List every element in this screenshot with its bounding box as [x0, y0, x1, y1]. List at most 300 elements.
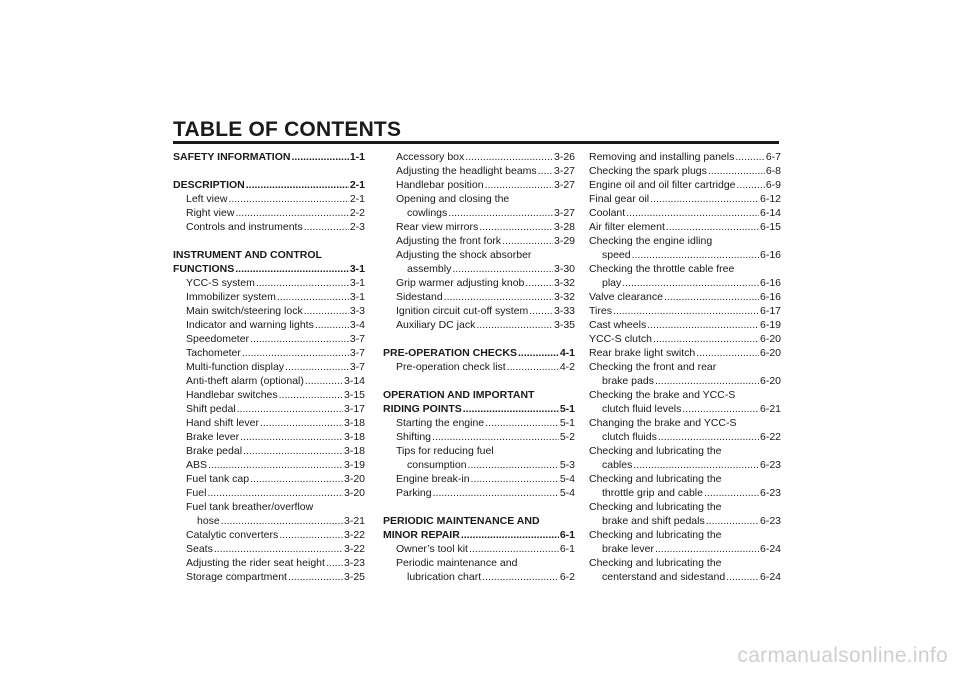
- toc-entry-title: Rear view mirrors: [396, 221, 479, 233]
- toc-page-number: 1-1: [349, 151, 365, 163]
- toc-entry: [173, 430, 365, 444]
- toc-page-number: 3-30: [553, 263, 575, 275]
- toc-page-number: 5-1: [559, 417, 575, 429]
- toc-page-number: 3-1: [349, 277, 365, 289]
- toc-entry-title: centerstand and sidestand: [602, 571, 726, 583]
- toc-entry: [173, 570, 365, 584]
- toc-entry: [383, 178, 575, 192]
- toc-page-number: 3-14: [343, 375, 365, 387]
- toc-entry: [173, 206, 365, 220]
- toc-entry: [383, 486, 575, 500]
- toc-entry-title: Valve clearance: [589, 291, 663, 303]
- toc-entry-title: ABS: [186, 459, 208, 471]
- toc-entry: [383, 416, 575, 430]
- toc-page-number: 5-2: [559, 431, 575, 443]
- toc-entry-title: Checking the brake and YCC-S: [589, 389, 736, 401]
- toc-entry: [173, 346, 365, 360]
- toc-section-heading: [383, 528, 575, 542]
- toc-entry-title: Checking and lubricating the: [589, 473, 722, 485]
- toc-section-heading: [383, 402, 575, 416]
- dot-leader: [706, 514, 759, 528]
- toc-section-heading: [383, 388, 575, 402]
- dot-leader: [288, 570, 343, 584]
- toc-entry-title: cables: [602, 459, 633, 471]
- toc-entry: [589, 262, 781, 276]
- toc-entry: [173, 542, 365, 556]
- toc-entry-title: SAFETY INFORMATION: [173, 151, 291, 163]
- toc-page-number: 3-1: [349, 263, 365, 275]
- toc-page-number: 6-24: [759, 543, 781, 555]
- toc-entry-title: RIDING POINTS: [383, 403, 462, 415]
- dot-leader: [235, 206, 348, 220]
- toc-page-number: 3-35: [553, 319, 575, 331]
- dot-leader: [632, 248, 759, 262]
- dot-leader: [235, 262, 349, 276]
- dot-leader: [256, 276, 349, 290]
- dot-leader: [214, 542, 343, 556]
- toc-page-number: 3-28: [553, 221, 575, 233]
- dot-leader: [433, 486, 559, 500]
- dot-leader: [735, 150, 764, 164]
- toc-entry: [589, 164, 781, 178]
- toc-entry: [383, 458, 575, 472]
- toc-entry-title: DESCRIPTION: [173, 179, 245, 191]
- page-title: TABLE OF CONTENTS: [173, 118, 402, 141]
- toc-entry-title: Air filter element: [589, 221, 665, 233]
- dot-leader: [476, 318, 553, 332]
- dot-leader: [482, 570, 559, 584]
- toc-section-heading: [173, 248, 365, 262]
- toc-page-number: 3-15: [343, 389, 365, 401]
- toc-entry-title: Storage compartment: [186, 571, 287, 583]
- toc-entry-title: Shift pedal: [186, 403, 236, 415]
- toc-page-number: 5-4: [559, 473, 575, 485]
- toc-page-number: 6-8: [765, 165, 781, 177]
- toc-page-number: 3-32: [553, 277, 575, 289]
- toc-page-number: 3-20: [343, 473, 365, 485]
- toc-page-number: 3-20: [343, 487, 365, 499]
- toc-page-number: 3-7: [349, 361, 365, 373]
- toc-entry: [173, 192, 365, 206]
- toc-page-number: 6-21: [759, 403, 781, 415]
- dot-leader: [647, 318, 759, 332]
- toc-entry-title: Tips for reducing fuel: [396, 445, 494, 457]
- dot-leader: [655, 374, 759, 388]
- toc-page-number: 6-20: [759, 347, 781, 359]
- toc-entry: [383, 220, 575, 234]
- toc-entry: [383, 472, 575, 486]
- toc-entry: [383, 570, 575, 584]
- toc-entry: [383, 304, 575, 318]
- toc-entry: [173, 304, 365, 318]
- toc-entry-title: Catalytic converters: [186, 529, 279, 541]
- toc-entry-title: Removing and installing panels: [589, 151, 735, 163]
- toc-entry-title: Owner’s tool kit: [396, 543, 468, 555]
- toc-page-number: 6-1: [559, 543, 575, 555]
- toc-entry-title: Periodic maintenance and: [396, 557, 518, 569]
- toc-entry-title: Multi-function display: [186, 361, 285, 373]
- toc-entry: [589, 304, 781, 318]
- toc-entry-title: play: [602, 277, 622, 289]
- dot-leader: [682, 402, 759, 416]
- toc-section-heading: [173, 262, 365, 276]
- toc-entry: [589, 416, 781, 430]
- toc-page-number: 6-23: [759, 515, 781, 527]
- toc-entry: [589, 150, 781, 164]
- dot-leader: [518, 346, 559, 360]
- toc-entry-title: Hand shift lever: [186, 417, 259, 429]
- section-gap: [383, 500, 575, 514]
- toc-page-number: 3-27: [553, 179, 575, 191]
- toc-entry-title: Indicator and warning lights: [186, 319, 314, 331]
- toc-entry-title: Anti-theft alarm (optional): [186, 375, 304, 387]
- toc-entry-title: Coolant: [589, 207, 626, 219]
- toc-page-number: 6-20: [759, 333, 781, 345]
- toc-entry: [173, 500, 365, 514]
- toc-entry-title: Adjusting the rider seat height: [186, 557, 325, 569]
- toc-entry-title: speed: [602, 249, 631, 261]
- toc-entry: [589, 458, 781, 472]
- toc-entry-title: Checking the spark plugs: [589, 165, 707, 177]
- toc-entry: [589, 206, 781, 220]
- toc-entry: [383, 262, 575, 276]
- toc-entry: [383, 290, 575, 304]
- toc-entry-title: Handlebar position: [396, 179, 484, 191]
- toc-page-number: 5-1: [559, 403, 575, 415]
- toc-page-number: 4-1: [559, 347, 575, 359]
- toc-entry-title: Main switch/steering lock: [186, 305, 303, 317]
- toc-entry-title: Handlebar switches: [186, 389, 278, 401]
- toc-page-number: 6-22: [759, 431, 781, 443]
- toc-entry: [173, 374, 365, 388]
- dot-leader: [471, 472, 559, 486]
- dot-leader: [626, 206, 759, 220]
- toc-page-number: 3-18: [343, 417, 365, 429]
- toc-page-number: 3-3: [349, 305, 365, 317]
- toc-page-number: 6-14: [759, 207, 781, 219]
- toc-entry-title: Checking the front and rear: [589, 361, 717, 373]
- dot-leader: [469, 542, 559, 556]
- dot-leader: [207, 486, 343, 500]
- toc-entry-title: Fuel tank breather/overflow: [186, 501, 314, 513]
- dot-leader: [737, 178, 765, 192]
- toc-entry: [589, 220, 781, 234]
- toc-entry-title: throttle grip and cable: [602, 487, 703, 499]
- toc-entry: [383, 430, 575, 444]
- toc-entry-title: MINOR REPAIR: [383, 529, 460, 541]
- dot-leader: [468, 458, 559, 472]
- dot-leader: [633, 458, 759, 472]
- toc-page-number: 3-21: [343, 515, 365, 527]
- dot-leader: [304, 304, 349, 318]
- section-gap: [173, 164, 365, 178]
- toc-entry-title: lubrication chart: [407, 571, 482, 583]
- toc-entry: [383, 556, 575, 570]
- toc-page-number: 3-7: [349, 347, 365, 359]
- toc-entry-title: brake pads: [602, 375, 654, 387]
- toc-entry: [589, 388, 781, 402]
- toc-page-number: 3-7: [349, 333, 365, 345]
- section-gap: [173, 234, 365, 248]
- toc-entry: [589, 318, 781, 332]
- toc-entry: [383, 542, 575, 556]
- dot-leader: [237, 402, 343, 416]
- toc-column-3: [589, 150, 781, 584]
- dot-leader: [277, 290, 349, 304]
- toc-entry-title: Ignition circuit cut-off system: [396, 305, 529, 317]
- dot-leader: [279, 528, 343, 542]
- toc-page-number: 3-22: [343, 543, 365, 555]
- dot-leader: [479, 220, 553, 234]
- toc-entry: [383, 206, 575, 220]
- dot-leader: [260, 416, 343, 430]
- toc-entry: [173, 514, 365, 528]
- toc-page-number: 6-2: [559, 571, 575, 583]
- toc-entry-title: brake lever: [602, 543, 654, 555]
- toc-entry-title: Checking and lubricating the: [589, 501, 722, 513]
- toc-entry: [383, 150, 575, 164]
- toc-entry: [589, 402, 781, 416]
- toc-entry-title: consumption: [407, 459, 467, 471]
- toc-section-heading: [383, 346, 575, 360]
- toc-entry-title: Starting the engine: [396, 417, 485, 429]
- toc-page-number: 2-2: [349, 207, 365, 219]
- dot-leader: [613, 304, 759, 318]
- toc-section-heading: [383, 514, 575, 528]
- toc-entry: [589, 500, 781, 514]
- toc-entry-title: PRE-OPERATION CHECKS: [383, 347, 517, 359]
- dot-leader: [622, 276, 759, 290]
- toc-entry: [589, 430, 781, 444]
- section-gap: [383, 332, 575, 346]
- toc-entry-title: YCC-S system: [186, 277, 255, 289]
- toc-entry: [173, 472, 365, 486]
- toc-entry-title: INSTRUMENT AND CONTROL: [173, 249, 322, 261]
- toc-entry-title: Cast wheels: [589, 319, 647, 331]
- toc-page-number: 3-25: [343, 571, 365, 583]
- toc-entry-title: Seats: [186, 543, 213, 555]
- toc-entry: [589, 570, 781, 584]
- dot-leader: [452, 262, 553, 276]
- toc-column-1: [173, 150, 365, 584]
- toc-page-number: 3-26: [553, 151, 575, 163]
- dot-leader: [507, 360, 559, 374]
- toc-page-number: 6-23: [759, 459, 781, 471]
- toc-entry: [173, 290, 365, 304]
- toc-entry: [589, 528, 781, 542]
- toc-entry-title: Rear brake light switch: [589, 347, 696, 359]
- section-gap: [383, 374, 575, 388]
- toc-page-number: 6-12: [759, 193, 781, 205]
- toc-entry-title: Shifting: [396, 431, 432, 443]
- toc-entry: [173, 486, 365, 500]
- toc-entry-title: PERIODIC MAINTENANCE AND: [383, 515, 540, 527]
- toc-entry-title: Checking and lubricating the: [589, 529, 722, 541]
- toc-entry-title: Checking and lubricating the: [589, 445, 722, 457]
- dot-leader: [448, 206, 553, 220]
- dot-leader: [658, 430, 759, 444]
- toc-entry-title: Brake pedal: [186, 445, 243, 457]
- dot-leader: [704, 486, 759, 500]
- toc-page-number: 3-4: [349, 319, 365, 331]
- toc-page-number: 3-27: [553, 207, 575, 219]
- toc-page-number: 6-16: [759, 249, 781, 261]
- dot-leader: [221, 514, 343, 528]
- toc-entry-title: hose: [197, 515, 220, 527]
- toc-entry-title: Tires: [589, 305, 612, 317]
- toc-entry: [383, 248, 575, 262]
- dot-leader: [485, 178, 553, 192]
- dot-leader: [432, 430, 559, 444]
- toc-entry-title: Speedometer: [186, 333, 250, 345]
- dot-leader: [726, 570, 759, 584]
- dot-leader: [461, 528, 559, 542]
- toc-entry: [589, 248, 781, 262]
- toc-entry: [173, 458, 365, 472]
- toc-entry: [173, 332, 365, 346]
- dot-leader: [250, 472, 343, 486]
- toc-entry: [383, 444, 575, 458]
- dot-leader: [326, 556, 343, 570]
- toc-entry: [589, 514, 781, 528]
- dot-leader: [304, 220, 349, 234]
- toc-entry-title: Pre-operation check list: [396, 361, 506, 373]
- toc-page-number: 6-16: [759, 291, 781, 303]
- toc-entry: [173, 388, 365, 402]
- toc-entry: [383, 234, 575, 248]
- toc-entry-title: Adjusting the headlight beams: [396, 165, 537, 177]
- toc-page-number: 6-15: [759, 221, 781, 233]
- toc-entry-title: Accessory box: [396, 151, 465, 163]
- toc-entry: [589, 360, 781, 374]
- dot-leader: [653, 332, 759, 346]
- toc-page-number: 6-23: [759, 487, 781, 499]
- toc-entry: [173, 416, 365, 430]
- toc-page-number: 2-1: [349, 193, 365, 205]
- dot-leader: [525, 276, 553, 290]
- toc-entry-title: Adjusting the front fork: [396, 235, 502, 247]
- toc-section-heading: [173, 178, 365, 192]
- dot-leader: [485, 416, 559, 430]
- toc-entry: [173, 318, 365, 332]
- toc-page-number: 3-23: [343, 557, 365, 569]
- dot-leader: [315, 318, 349, 332]
- dot-leader: [465, 150, 553, 164]
- toc-page-number: 5-4: [559, 487, 575, 499]
- toc-entry-title: Sidestand: [396, 291, 443, 303]
- toc-entry: [589, 346, 781, 360]
- toc-entry-title: Changing the brake and YCC-S: [589, 417, 737, 429]
- dot-leader: [285, 360, 349, 374]
- toc-entry-title: Grip warmer adjusting knob: [396, 277, 525, 289]
- toc-page-number: 6-7: [765, 151, 781, 163]
- toc-entry: [589, 486, 781, 500]
- toc-entry: [589, 444, 781, 458]
- toc-entry-title: Brake lever: [186, 431, 240, 443]
- dot-leader: [444, 290, 553, 304]
- toc-page-number: 6-9: [765, 179, 781, 191]
- toc-page-number: 3-27: [553, 165, 575, 177]
- toc-entry: [589, 192, 781, 206]
- toc-entry-title: cowlings: [407, 207, 448, 219]
- dot-leader: [243, 444, 343, 458]
- dot-leader: [242, 346, 349, 360]
- toc-entry: [383, 360, 575, 374]
- dot-leader: [696, 346, 759, 360]
- dot-leader: [305, 374, 343, 388]
- toc-page-number: 3-22: [343, 529, 365, 541]
- toc-entry-title: FUNCTIONS: [173, 263, 235, 275]
- toc-page-number: 3-1: [349, 291, 365, 303]
- toc-entry: [173, 360, 365, 374]
- dot-leader: [538, 164, 553, 178]
- dot-leader: [502, 234, 553, 248]
- dot-leader: [279, 388, 343, 402]
- toc-entry: [589, 472, 781, 486]
- dot-leader: [655, 542, 759, 556]
- dot-leader: [208, 458, 343, 472]
- dot-leader: [708, 164, 765, 178]
- toc-entry: [173, 528, 365, 542]
- toc-page-number: 5-3: [559, 459, 575, 471]
- toc-entry: [589, 374, 781, 388]
- toc-page-number: 6-17: [759, 305, 781, 317]
- toc-page-number: 4-2: [559, 361, 575, 373]
- toc-entry: [589, 276, 781, 290]
- toc-entry-title: clutch fluids: [602, 431, 657, 443]
- toc-entry-title: Parking: [396, 487, 432, 499]
- dot-leader: [250, 332, 349, 346]
- dot-leader: [228, 192, 348, 206]
- toc-page-number: 2-3: [349, 221, 365, 233]
- toc-page-number: 6-20: [759, 375, 781, 387]
- title-rule: [173, 141, 779, 144]
- toc-page-number: 6-1: [559, 529, 575, 541]
- toc-page-number: 2-1: [349, 179, 365, 191]
- toc-page-number: 3-17: [343, 403, 365, 415]
- toc-entry: [383, 276, 575, 290]
- toc-entry-title: Engine oil and oil filter cartridge: [589, 179, 736, 191]
- toc-entry: [589, 234, 781, 248]
- toc-entry-title: brake and shift pedals: [602, 515, 705, 527]
- toc-entry-title: Immobilizer system: [186, 291, 276, 303]
- dot-leader: [246, 178, 349, 192]
- toc-entry: [383, 164, 575, 178]
- toc-entry-title: YCC-S clutch: [589, 333, 653, 345]
- toc-entry: [173, 276, 365, 290]
- toc-entry-title: Checking the throttle cable free: [589, 263, 735, 275]
- toc-section-heading: [173, 150, 365, 164]
- dot-leader: [291, 150, 348, 164]
- toc-entry: [589, 178, 781, 192]
- toc-page-number: 6-24: [759, 571, 781, 583]
- toc-entry: [383, 192, 575, 206]
- dot-leader: [664, 290, 759, 304]
- toc-entry: [173, 556, 365, 570]
- toc-entry-title: Controls and instruments: [186, 221, 303, 233]
- toc-entry-title: OPERATION AND IMPORTANT: [383, 389, 535, 401]
- toc-entry-title: Fuel: [186, 487, 207, 499]
- toc-page-number: 3-32: [553, 291, 575, 303]
- toc-page-number: 3-29: [553, 235, 575, 247]
- toc-page-number: 6-19: [759, 319, 781, 331]
- toc-page-number: 3-33: [553, 305, 575, 317]
- toc-entry: [173, 402, 365, 416]
- dot-leader: [240, 430, 343, 444]
- toc-entry-title: Auxiliary DC jack: [396, 319, 476, 331]
- toc-entry: [589, 556, 781, 570]
- toc-page-number: 3-19: [343, 459, 365, 471]
